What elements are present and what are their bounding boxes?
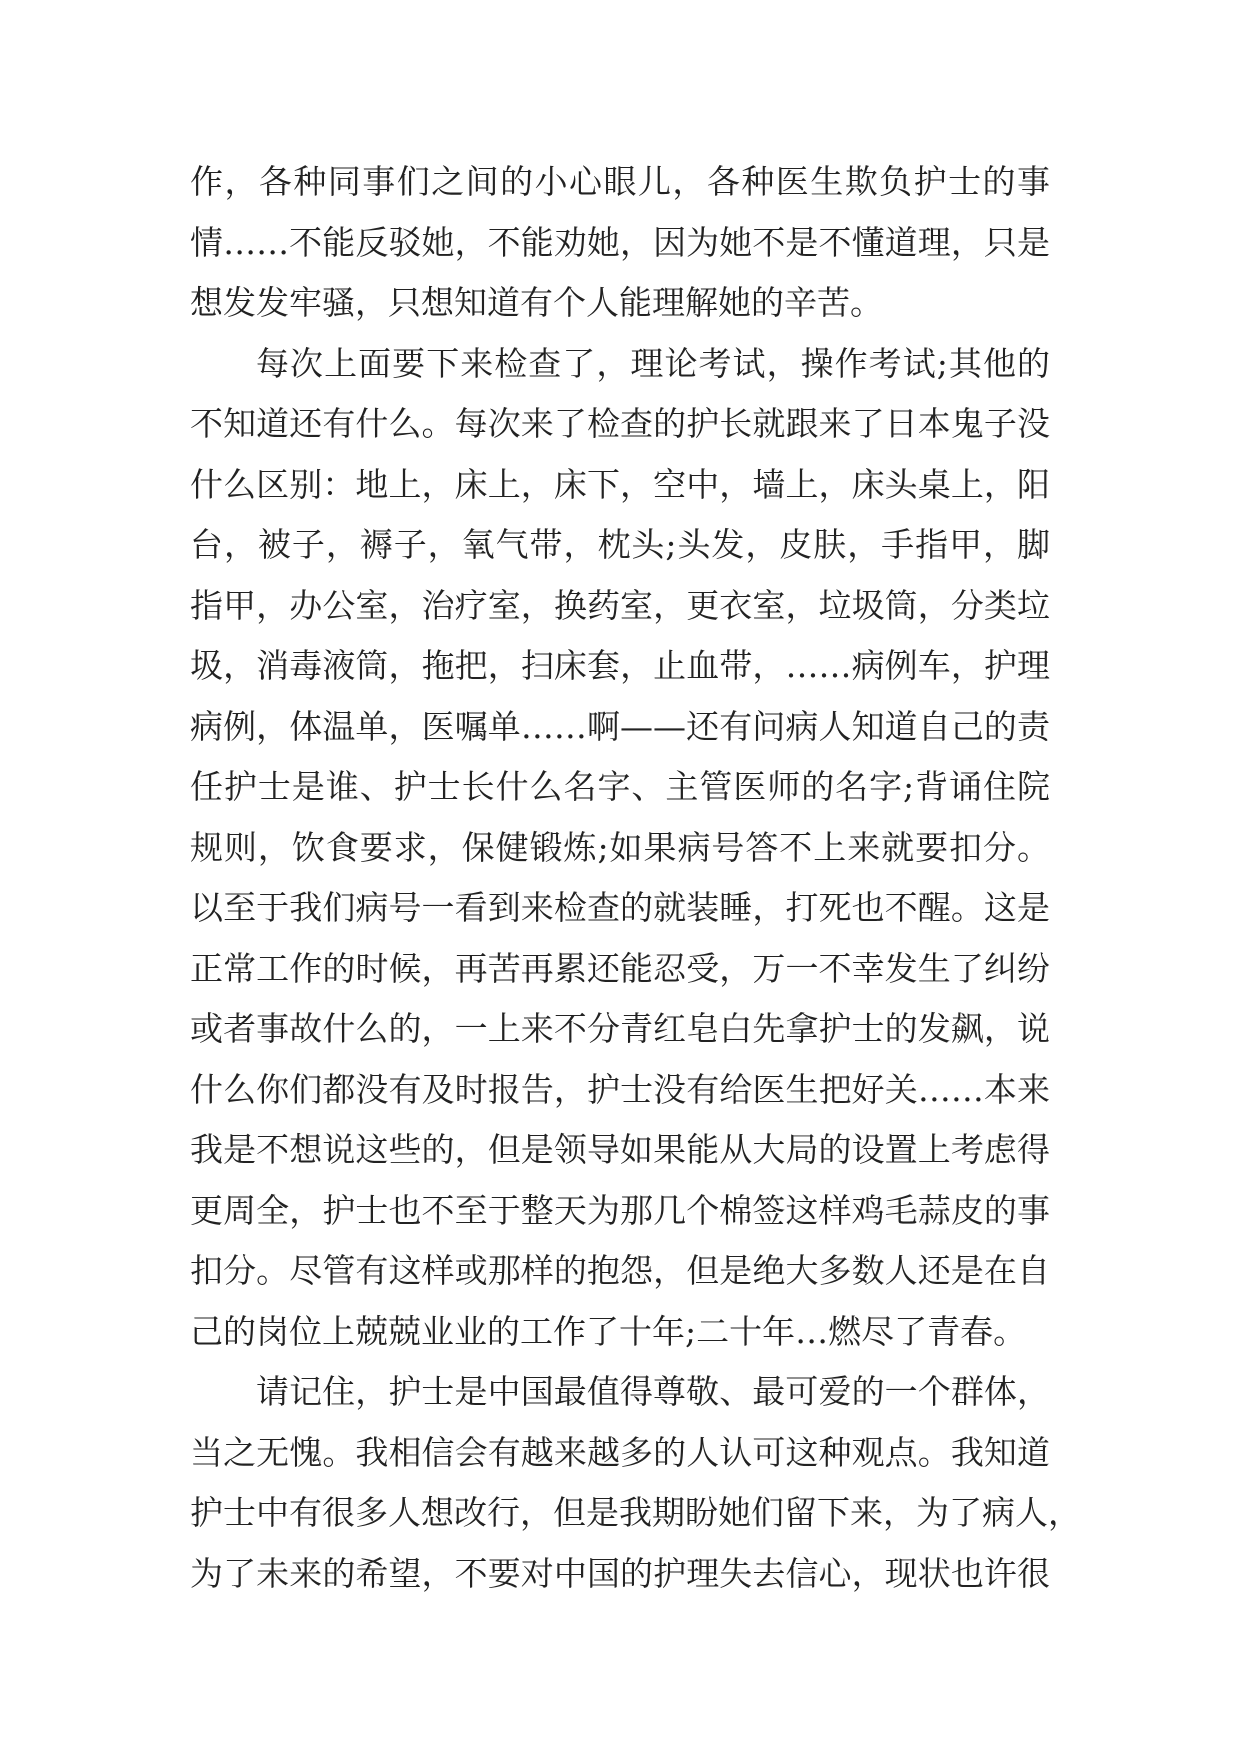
text-line: 病例，体温单，医嘱单……啊——还有问病人知道自己的责 (190, 706, 1050, 746)
text-line: 我是不想说这些的，但是领导如果能从大局的设置上考虑得 (190, 1130, 1050, 1169)
text-line: 什么区别：地上，床上，床下，空中，墙上，床头桌上，阳 (190, 464, 1050, 504)
text-line: 任护士是谁、护士长什么名字、主管医师的名字;背诵住院 (190, 767, 1050, 806)
text-line: 不知道还有什么。每次来了检查的护长就跟来了日本鬼子没 (190, 404, 1050, 443)
text-line: 圾，消毒液筒，拖把，扫床套，止血带，……病例车，护理 (190, 646, 1050, 685)
text-line: 扣分。尽管有这样或那样的抱怨，但是绝大多数人还是在自 (190, 1251, 1050, 1290)
text-line: 作，各种同事们之间的小心眼儿，各种医生欺负护士的事 (190, 162, 1050, 201)
text-line: 正常工作的时候，再苦再累还能忍受，万一不幸发生了纠纷 (190, 948, 1050, 988)
text-line: 护士中有很多人想改行，但是我期盼她们留下来，为了病人， (190, 1493, 1081, 1532)
text-line: 为了未来的希望，不要对中国的护理失去信心，现状也许很 (190, 1553, 1050, 1593)
text-line: 当之无愧。我相信会有越来越多的人认可这种观点。我知道 (190, 1432, 1050, 1472)
text-line: 什么你们都没有及时报告，护士没有给医生把好关……本来 (190, 1069, 1050, 1109)
text-line: 己的岗位上兢兢业业的工作了十年;二十年…燃尽了青春。 (190, 1311, 1027, 1351)
text-line: 情……不能反驳她，不能劝她，因为她不是不懂道理，只是 (190, 222, 1050, 262)
text-line: 以至于我们病号一看到来检查的就装睡，打死也不醒。这是 (190, 888, 1050, 927)
text-line: 或者事故什么的，一上来不分青红皂白先拿护士的发飙，说 (190, 1009, 1050, 1048)
text-line: 更周全，护士也不至于整天为那几个棉签这样鸡毛蒜皮的事 (190, 1190, 1050, 1230)
paragraph-first-line: 每次上面要下来检查了，理论考试，操作考试;其他的 (256, 343, 1050, 383)
paragraph-first-line: 请记住，护士是中国最值得尊敬、最可爱的一个群体， (256, 1372, 1050, 1411)
text-line: 指甲，办公室，治疗室，换药室，更衣室，垃圾筒，分类垃 (190, 585, 1050, 625)
text-line: 规则，饮食要求，保健锻炼;如果病号答不上来就要扣分。 (190, 827, 1050, 867)
text-line: 台，被子，褥子，氧气带，枕头;头发，皮肤，手指甲，脚 (190, 525, 1050, 564)
body-text (190, 152, 1081, 1604)
text-line: 想发发牢骚，只想知道有个人能理解她的辛苦。 (190, 283, 883, 322)
